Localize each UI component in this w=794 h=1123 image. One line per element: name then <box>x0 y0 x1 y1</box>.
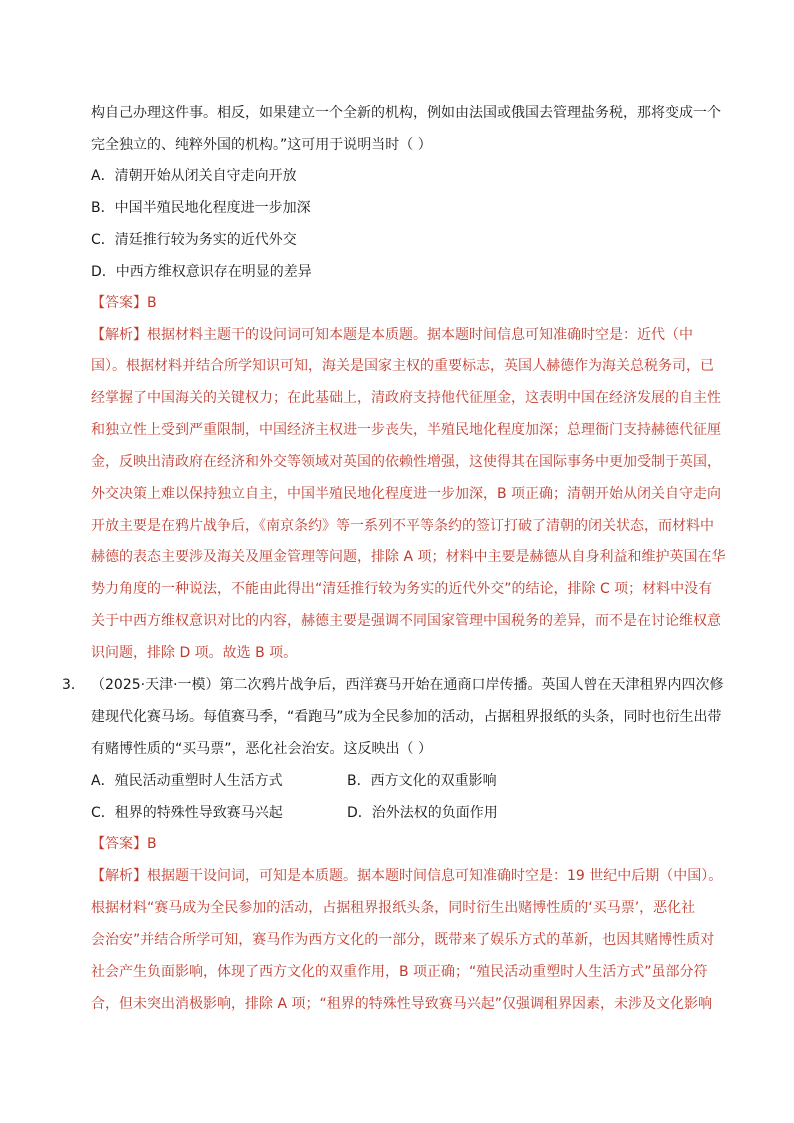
q2-analysis-line-1 <box>91 325 693 345</box>
q2-option-c: C．清廷推行较为务实的近代外交 <box>91 232 297 248</box>
answer-value: B <box>147 295 157 311</box>
q3-analysis-line-4: 社会产生负面影响，体现了西方文化的双重作用，B 项正确；“殖民活动重塑时人生活方式”虽部分符 <box>91 964 708 980</box>
analysis-tag: 【解析】 <box>91 327 147 343</box>
q2-option-b: B．中国半殖民地化程度进一步加深 <box>91 200 311 216</box>
q3-option-c: C．租界的特殊性导致赛马兴起 <box>91 805 283 821</box>
answer-tag: 【答案】 <box>91 295 147 311</box>
q2-analysis-line-9: 势力角度的一种说法，不能由此得出“清廷推行较为务实的近代外交”的结论，排除 C 项；材料中没有 <box>91 581 713 597</box>
q2-analysis-line-6: 外交决策上难以保持独立自主，中国半殖民地化程度进一步加深，B 项正确；清朝开始从闭关自守走向 <box>91 486 722 502</box>
q3-analysis-line-1 <box>91 866 722 886</box>
q2-analysis-line-2: 国）。根据材料并结合所学知识可知，海关是国家主权的重要标志，英国人赫德作为海关总税务司，已 <box>91 358 714 374</box>
q2-analysis-line-3: 经掌握了中国海关的关键权力；在此基础上，清政府支持他代征厘金，这表明中国在经济发展的自主性 <box>91 390 721 406</box>
q2-option-a: A．清朝开始从闭关自守走向开放 <box>91 168 297 184</box>
q3-stem-line-1: （2025·天津·一模）第二次鸦片战争后，西洋赛马开始在通商口岸传播。英国人曾在天津租界内四次修 <box>91 677 724 693</box>
q3-analysis-line-5: 合，但未突出消极影响，排除 A 项；“租界的特殊性导致赛马兴起”仅强调租界因素，未涉及文化影响 <box>91 996 712 1012</box>
q3-option-a: A．殖民活动重塑时人生活方式 <box>91 773 283 789</box>
q2-analysis-line-10: 关于中西方维权意识对比的内容，赫德主要是强调不同国家管理中国税务的差异，而不是在讨论维权意 <box>91 613 721 629</box>
q3-option-b: B．西方文化的双重影响 <box>347 773 497 789</box>
q2-stem-line-1: 构自己办理这件事。相反，如果建立一个全新的机构，例如由法国或俄国去管理盐务税，那将变成一个 <box>91 105 721 121</box>
q3-stem-line-2: 建现代化赛马场。每值赛马季，“看跑马”成为全民参加的活动，占据租界报纸的头条，同时也衍生出带 <box>91 709 722 725</box>
q3-analysis-line-2: 根据材料“赛马成为全民参加的活动，占据租界报纸头条，同时衍生出赌博性质的‘买马票’，恶化社 <box>91 900 696 916</box>
q3-analysis-line-3: 会治安”并结合所学可知，赛马作为西方文化的一部分，既带来了娱乐方式的革新，也因其赌博性质对 <box>91 932 715 948</box>
q2-analysis-line-11: 识问题，排除 D 项。故选 B 项。 <box>91 645 298 661</box>
q2-stem-line-2: 完全独立的、纯粹外国的机构。”这可用于说明当时（ ） <box>91 137 432 153</box>
analysis-text: 根据题干设问词，可知是本质题。据本题时间信息可知准确时空是：19 世纪中后期（中国）。 <box>147 868 723 884</box>
q2-answer <box>91 293 157 313</box>
q3-number: 3． <box>62 677 85 693</box>
analysis-text: 根据材料主题干的设问词可知本题是本质题。据本题时间信息可知准确时空是：近代（中 <box>147 327 693 343</box>
q2-analysis-line-4: 和独立性上受到严重限制，中国经济主权进一步丧失，半殖民地化程度加深；总理衙门支持赫德代征厘 <box>91 422 721 438</box>
q2-analysis-line-5: 金，反映出清政府在经济和外交等领域对英国的依赖性增强，这使得其在国际事务中更加受制于英国， <box>91 454 721 470</box>
q3-option-d: D．治外法权的负面作用 <box>347 805 498 821</box>
q2-option-d: D．中西方维权意识存在明显的差异 <box>91 264 312 280</box>
q2-analysis-line-7: 开放主要是在鸦片战争后，《南京条约》等一系列不平等条约的签订打破了清朝的闭关状态，而材料中 <box>91 518 714 534</box>
q3-stem-line-3: 有赌博性质的“买马票”，恶化社会治安。这反映出（ ） <box>91 741 432 757</box>
q2-analysis-line-8: 赫德的表态主要涉及海关及厘金管理等问题，排除 A 项；材料中主要是赫德从自身利益和维护英国在华 <box>91 549 726 565</box>
analysis-tag: 【解析】 <box>91 868 147 884</box>
answer-tag: 【答案】 <box>91 836 147 852</box>
answer-value: B <box>147 836 157 852</box>
q3-answer <box>91 834 157 854</box>
